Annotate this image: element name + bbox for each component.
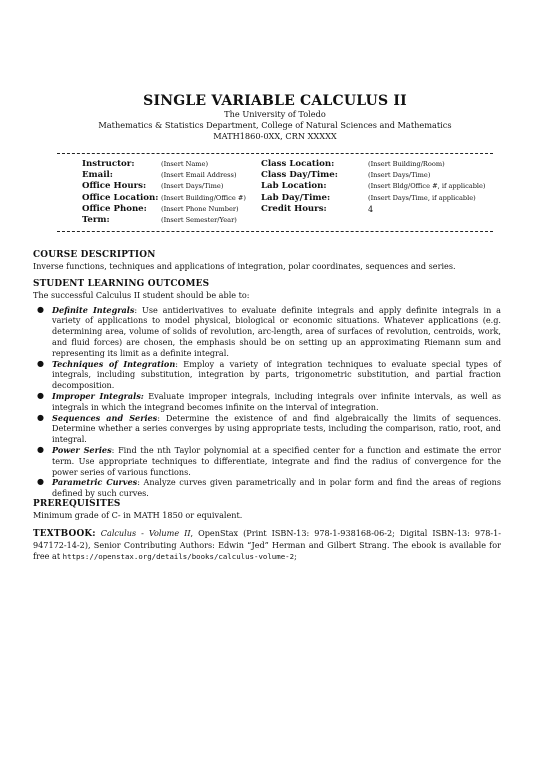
list-item	[33, 477, 501, 499]
textbook-link[interactable]: https://openstax.org/details/books/calculus-volume-2	[62, 551, 295, 561]
outcome-term: Sequences and Series	[52, 412, 158, 423]
bullet-icon: ●	[37, 444, 44, 454]
outcome-text: Evaluate improper integrals, including integrals over infinite intervals, as well as integrals in which the integrand becomes infinite on the interval of integration.	[52, 390, 501, 412]
outcome-term: Parametric Curves	[52, 477, 138, 488]
info-label: Term:	[82, 214, 110, 225]
bullet-icon: ●	[37, 477, 44, 487]
textbook-paragraph	[33, 528, 501, 563]
outcome-term: Techniques of Integration	[52, 358, 176, 369]
info-row	[82, 170, 502, 181]
page-title: SINGLE VARIABLE CALCULUS II	[143, 93, 407, 109]
prerequisites-heading: PREREQUISITES	[33, 498, 121, 509]
university-name: The University of Toledo	[224, 109, 326, 119]
list-item	[33, 445, 501, 477]
course-description-heading: COURSE DESCRIPTION	[33, 250, 156, 260]
info-value: (Insert Building/Room)	[368, 160, 445, 168]
top-divider	[57, 153, 493, 154]
list-item	[33, 391, 501, 413]
textbook-title: Calculus - Volume II	[100, 527, 191, 538]
info-value: (Insert Days/Time)	[161, 182, 224, 191]
outcome-text: : Determine the existence of and find algebraically the limits of sequences. Determine whether a series converges by using appropriate tests, including the comparison, ratio, root, and integral.	[52, 412, 501, 445]
textbook-label: TEXTBOOK:	[33, 528, 96, 539]
info-value: (Insert Days/Time, if applicable)	[368, 193, 476, 202]
outcome-text: : Find the nth Taylor polynomial at a specified center for a function and estimate the error term. Use appropriate techniques to differentiate, integrate and find the radius of convergence for the power series of various functions.	[52, 444, 501, 477]
bullet-icon: ●	[37, 304, 44, 314]
textbook-url-suffix: ;	[294, 550, 297, 561]
list-item	[33, 413, 501, 445]
course-info-table	[82, 159, 502, 226]
info-row	[82, 193, 502, 204]
outcome-term: Definite Integrals	[52, 304, 135, 315]
department-name: Mathematics & Statistics Department, College of Natural Sciences and Mathematics	[98, 120, 452, 130]
outcome-text: : Employ a variety of integration techniques to evaluate special types of integrals, including substitution, integration by parts, trigonometric substitution, and partial fraction decomposition.	[52, 358, 501, 391]
info-value: (Insert Email Address)	[161, 171, 237, 180]
info-value: (Insert Building/Office #)	[161, 193, 246, 202]
info-label: Office Location:	[82, 192, 159, 203]
info-row	[82, 215, 502, 226]
info-label: Office Hours:	[82, 181, 147, 192]
outcome-text: : Analyze curves given parametrically and in polar form and find the areas of regions defined by such curves.	[52, 477, 501, 499]
info-value: (Insert Bldg/Office #, if applicable)	[368, 182, 486, 191]
course-code: MATH1860-0XX, CRN XXXXX	[213, 131, 337, 141]
info-value: (Insert Days/Time)	[368, 171, 431, 180]
outcomes-intro: The successful Calculus II student should be able to:	[33, 289, 250, 300]
list-item	[33, 359, 501, 391]
info-row	[82, 181, 502, 192]
info-label: Email:	[82, 170, 113, 181]
list-item	[33, 305, 501, 359]
bullet-icon: ●	[37, 358, 44, 368]
info-row	[82, 204, 502, 215]
bottom-divider	[57, 231, 493, 232]
outcome-term: Improper Integrals:	[52, 390, 144, 401]
textbook-text: , OpenStax (Print ISBN-13: 978-1-938168-06-2; Digital ISBN-13: 978-1-947172-14-2), Senior Contributing Authors: Edwin “Jed” Herman and Gilbert Strang. The ebook is available for free at	[33, 527, 501, 561]
info-value: (Insert Name)	[161, 160, 209, 168]
info-label: Class Location:	[261, 159, 335, 169]
info-label: Lab Location:	[261, 181, 327, 192]
bullet-icon: ●	[37, 390, 44, 400]
outcome-text: : Use antiderivatives to evaluate definite integrals and apply definite integrals in a variety of applications to model physical, biological or economic situations. Whatever applications (e.g. determining area, volume of solids of revolution, arc-length, area of surfaces of revolution, centroids, work, and fluid forces) are chosen, the emphasis should be on setting up an approximating Riemann sum and representing its limit as a definite integral.	[52, 304, 501, 358]
syllabus-header	[0, 93, 550, 142]
info-label: Instructor:	[82, 159, 135, 169]
prerequisites-text: Minimum grade of C- in MATH 1850 or equivalent.	[33, 509, 243, 520]
info-label: Office Phone:	[82, 203, 147, 214]
outcomes-list	[33, 305, 501, 499]
info-label: Class Day/Time:	[261, 170, 338, 181]
course-description-text: Inverse functions, techniques and applications of integration, polar coordinates, sequences and series.	[33, 261, 456, 271]
info-value: 4	[368, 204, 374, 214]
info-label: Lab Day/Time:	[261, 192, 331, 203]
outcome-term: Power Series	[52, 444, 112, 455]
info-value: (Insert Phone Number)	[161, 204, 239, 213]
info-label: Credit Hours:	[261, 203, 327, 214]
info-row	[82, 159, 502, 170]
outcomes-heading: STUDENT LEARNING OUTCOMES	[33, 278, 210, 289]
syllabus-body	[33, 250, 501, 562]
bullet-icon: ●	[37, 412, 44, 422]
info-value: (Insert Semester/Year)	[161, 215, 237, 224]
